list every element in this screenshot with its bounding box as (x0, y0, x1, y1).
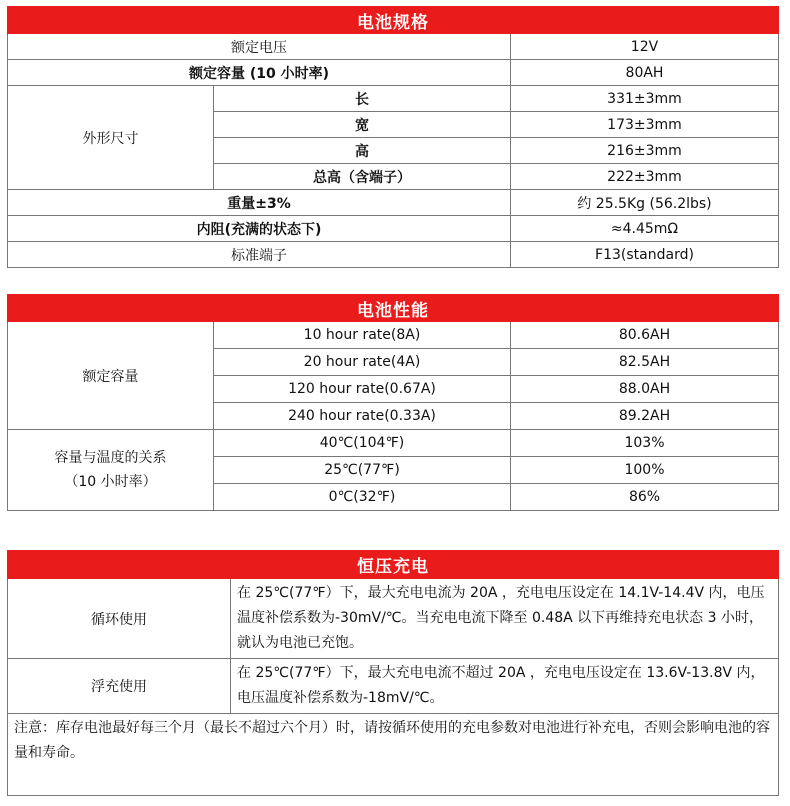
cycle-use-text: 在 25℃(77℉）下，最大充电电流为 20A ，充电电压设定在 14.1V-14.4V 内，电压温度补偿系数为-30mV/℃。当充电电流下降至 0.48A 以下再维持充电状态 3 小时，就认为电池已充饱。 (231, 579, 779, 659)
temp-label: 25℃(77℉) (214, 457, 511, 484)
rate-label: 20 hour rate(4A) (214, 349, 511, 376)
temp-value: 86% (511, 484, 779, 511)
voltage-value: 12V (511, 34, 779, 60)
temp-value: 100% (511, 457, 779, 484)
dims-label: 外形尺寸 (8, 86, 214, 190)
rate-value: 82.5AH (511, 349, 779, 376)
temp-label: 0℃(32℉) (214, 484, 511, 511)
total-height-label: 总高（含端子） (214, 164, 511, 190)
temp-label: 40℃(104℉) (214, 430, 511, 457)
terminal-value: F13(standard) (511, 242, 779, 268)
rated-capacity-label: 额定容量 (8, 322, 214, 430)
storage-note: 注意：库存电池最好每三个月（最长不超过六个月）时，请按循环使用的充电参数对电池进行补充电，否则会影响电池的容量和寿命。 (8, 714, 779, 796)
spec-title: 电池规格 (8, 7, 779, 34)
battery-spec-table (7, 6, 779, 268)
temp-value: 103% (511, 430, 779, 457)
resistance-value: ≈4.45mΩ (511, 216, 779, 242)
charging-title: 恒压充电 (8, 551, 779, 579)
length-value: 331±3mm (511, 86, 779, 112)
performance-title: 电池性能 (8, 295, 779, 322)
weight-value: 约 25.5Kg (56.2lbs) (511, 190, 779, 216)
rate-label: 10 hour rate(8A) (214, 322, 511, 349)
battery-performance-table (7, 294, 779, 511)
rate-label: 120 hour rate(0.67A) (214, 376, 511, 403)
weight-label: 重量±3% (8, 190, 511, 216)
length-label: 长 (214, 86, 511, 112)
temp-relation-line2: （10 小时率） (64, 474, 157, 490)
total-height-value: 222±3mm (511, 164, 779, 190)
voltage-label: 额定电压 (8, 34, 511, 60)
rate-label: 240 hour rate(0.33A) (214, 403, 511, 430)
height-value: 216±3mm (511, 138, 779, 164)
terminal-label: 标准端子 (8, 242, 511, 268)
capacity-label: 额定容量 (10 小时率) (8, 60, 511, 86)
rate-value: 80.6AH (511, 322, 779, 349)
cycle-use-label: 循环使用 (8, 579, 231, 659)
resistance-label: 内阻(充满的状态下) (8, 216, 511, 242)
width-label: 宽 (214, 112, 511, 138)
rate-value: 89.2AH (511, 403, 779, 430)
temp-relation-line1: 容量与温度的关系 (54, 450, 167, 466)
width-value: 173±3mm (511, 112, 779, 138)
capacity-value: 80AH (511, 60, 779, 86)
rate-value: 88.0AH (511, 376, 779, 403)
float-use-label: 浮充使用 (8, 659, 231, 714)
constant-voltage-charge-table (7, 550, 779, 796)
temp-relation-label (8, 430, 214, 511)
float-use-text: 在 25℃(77℉）下，最大充电电流不超过 20A ，充电电压设定在 13.6V-13.8V 内，电压温度补偿系数为-18mV/℃。 (231, 659, 779, 714)
height-label: 高 (214, 138, 511, 164)
